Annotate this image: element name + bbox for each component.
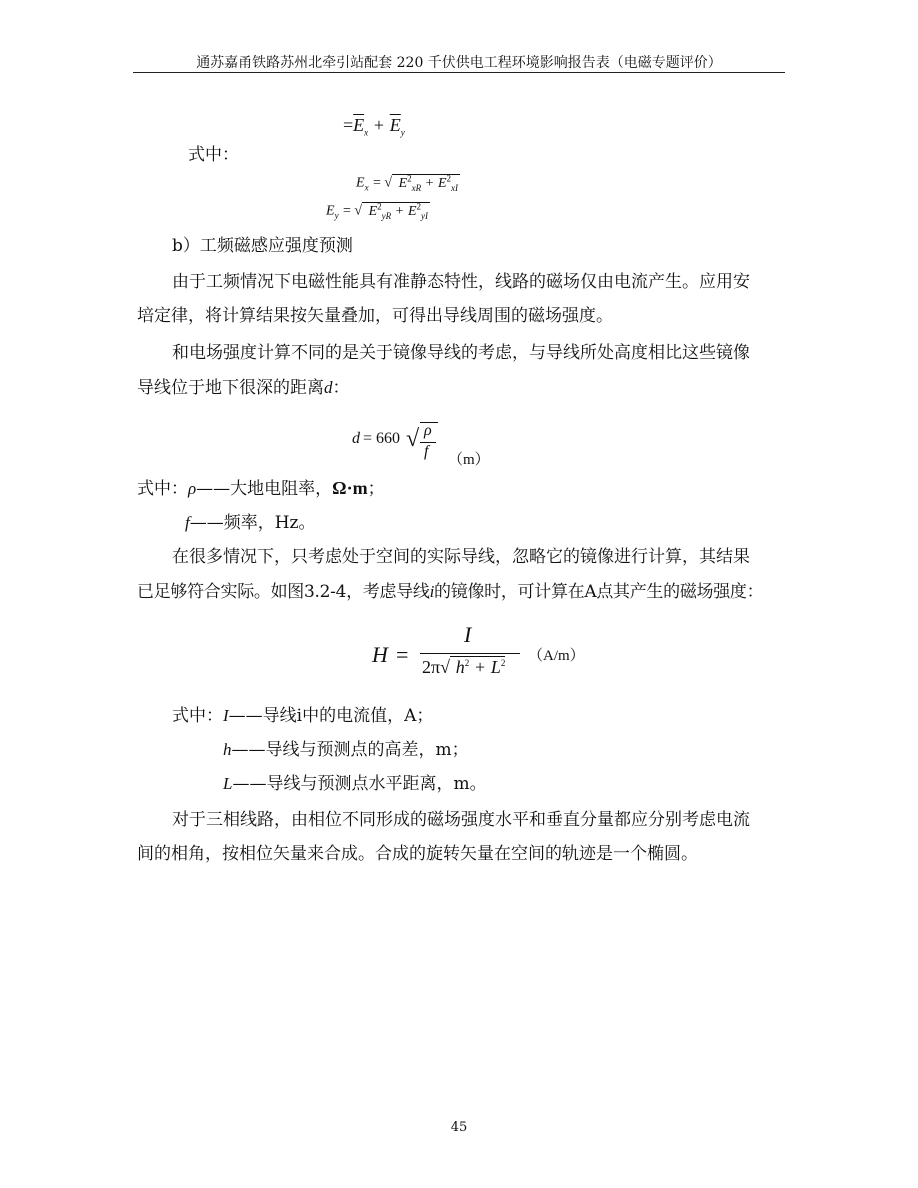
- paragraph-3-line-1: 在很多情况下，只考虑处于空间的实际导线，忽略它的镜像进行计算，其结果: [172, 547, 750, 567]
- paragraph-4-line-1: 对于三相线路，由相位不同形成的磁场强度水平和垂直分量都应分别考虑电流: [172, 810, 750, 830]
- page-number: 45: [450, 1120, 468, 1135]
- where-label: 式中：: [188, 145, 239, 165]
- paragraph-2-line-1: 和电场强度计算不同的是关于镜像导线的考虑，与导线所处高度相比这些镜像: [172, 343, 750, 363]
- formula-h: H = I 2π√ $h^2 + L^2$ （A/m）: [372, 622, 585, 677]
- where-i: 式中：I——导线i中的电流值，A；: [172, 706, 434, 726]
- formula-ey: $E_y$ = √ $E^2_{yR} + E^2_{yI}$: [326, 201, 428, 221]
- where-rho: 式中：ρ——大地电阻率，Ω·m；: [137, 478, 385, 499]
- formula-ex: $E_x$ = √ $E^2_{xR} + E^2_{xI}$: [356, 173, 458, 193]
- section-heading: b）工频磁感应强度预测: [172, 236, 353, 256]
- where-l: L——导线与预测点水平距离，m。: [223, 774, 487, 794]
- formula-e-sum: $=\overline{E}_x + \overline{E}_y$: [343, 115, 405, 138]
- header-rule: [133, 72, 785, 73]
- paragraph-2-line-2: 导线位于地下很深的距离d：: [137, 378, 350, 398]
- where-h: h——导线与预测点的高差，m；: [223, 740, 469, 760]
- page-header: 通苏嘉甬铁路苏州北牵引站配套 220 千伏供电工程环境影响报告表（电磁专题评价）: [196, 55, 722, 71]
- paragraph-1-line-1: 由于工频情况下电磁性能具有准静态特性，线路的磁场仅由电流产生。应用安: [172, 272, 750, 292]
- paragraph-1-line-2: 培定律，将计算结果按矢量叠加，可得出导线周围的磁场强度。: [137, 306, 613, 326]
- paragraph-3-line-2: 已足够符合实际。如图3.2-4，考虑导线i的镜像时，可计算在A点其产生的磁场强度：: [137, 582, 764, 602]
- paragraph-4-line-2: 间的相角，按相位矢量来合成。合成的旋转矢量在空间的轨迹是一个椭圆。: [137, 844, 698, 864]
- where-f: f——频率，Hz。: [185, 513, 316, 533]
